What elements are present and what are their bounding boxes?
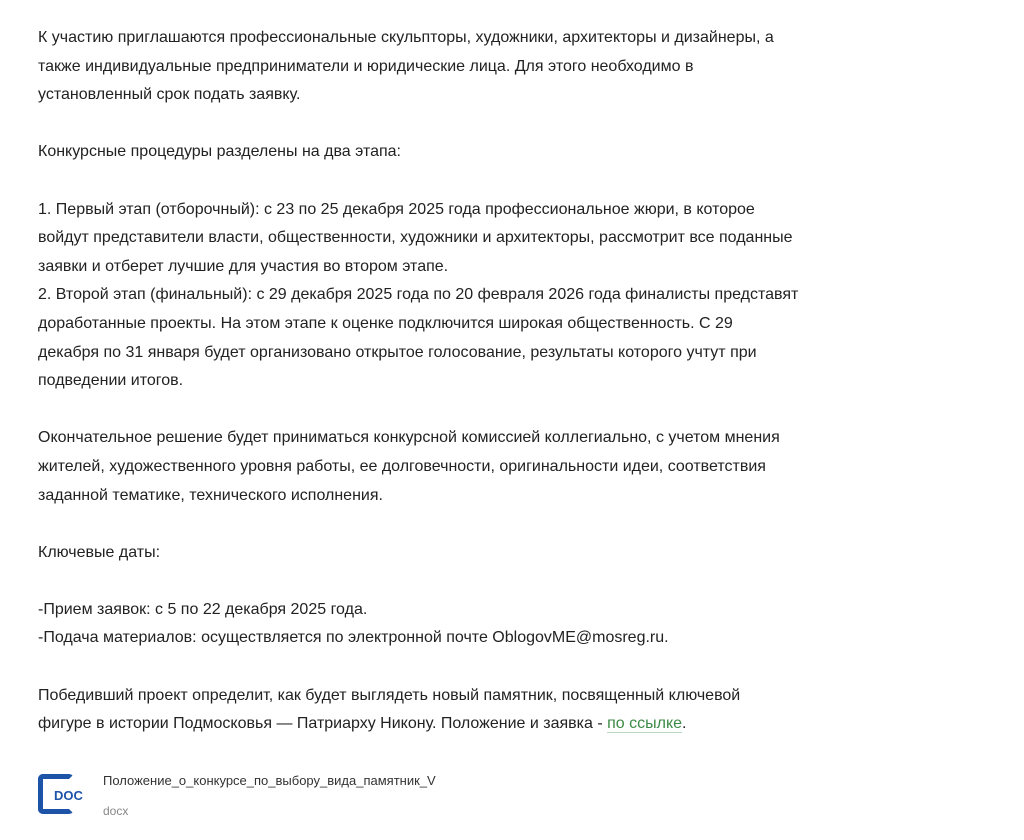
regulations-link[interactable]: по ссылке <box>607 715 683 733</box>
article-body <box>38 24 898 739</box>
paragraph-stages <box>38 196 898 396</box>
text-line: подведении итогов. <box>38 372 184 390</box>
text-line: К участию приглашаются профессиональные скульпторы, художники, архитекторы и дизайнеры, а <box>38 29 774 46</box>
doc-icon-label: DOC <box>54 788 83 803</box>
text-line: жителей, художественного уровня работы, ее долговечности, оригинальности идеи, соответствия <box>38 457 766 475</box>
text-line: декабря по 31 января будет организовано открытое голосование, результаты которого учтут при <box>38 343 757 361</box>
text-fragment: фигуре в истории Подмосковья — Патриарху Никону. Положение и заявка - <box>38 715 608 733</box>
text-line: заявки и отберет лучшие для участия во втором этапе. <box>38 257 449 275</box>
text-fragment: . <box>682 715 687 733</box>
text-line: Конкурсные процедуры разделены на два этапа: <box>38 143 401 161</box>
text-line: -Подача материалов: осуществляется по электронной почте OblogovME@mosreg.ru. <box>38 629 669 647</box>
paragraph-key-dates <box>38 596 898 653</box>
attachment-extension: docx <box>103 804 129 818</box>
paragraph-participants <box>38 24 898 110</box>
attachment-file[interactable] <box>38 772 436 822</box>
paragraph-stages-intro <box>38 138 898 167</box>
text-line: 2. Второй этап (финальный): с 29 декабря 2025 года по 20 февраля 2026 года финалисты представят <box>38 286 799 304</box>
text-line: установленный срок подать заявку. <box>38 86 301 104</box>
text-line <box>38 710 898 739</box>
text-line: также индивидуальные предприниматели и юридические лица. Для этого необходимо в <box>38 57 694 75</box>
text-line: войдут представители власти, общественности, художники и архитекторы, рассмотрит все поданные <box>38 229 793 247</box>
text-line: Ключевые даты: <box>38 543 161 561</box>
paragraph-key-dates-heading <box>38 539 898 568</box>
text-line: Победивший проект определит, как будет выглядеть новый памятник, посвященный ключевой <box>38 686 741 704</box>
attachment-name[interactable]: Положение_о_конкурсе_по_выбору_вида_памятник_V <box>103 773 436 788</box>
text-line: Окончательное решение будет приниматься конкурсной комиссией коллегиально, с учетом мнения <box>38 429 780 447</box>
text-line: 1. Первый этап (отборочный): с 23 по 25 декабря 2025 года профессиональное жюри, в которое <box>38 200 755 218</box>
doc-file-icon <box>38 772 88 822</box>
text-line: -Прием заявок: с 5 по 22 декабря 2025 года. <box>38 600 368 618</box>
paragraph-decision <box>38 424 898 510</box>
paragraph-conclusion <box>38 682 898 739</box>
text-line: заданной тематике, технического исполнения. <box>38 486 383 504</box>
text-line: доработанные проекты. На этом этапе к оценке подключится широкая общественность. С 29 <box>38 314 733 332</box>
